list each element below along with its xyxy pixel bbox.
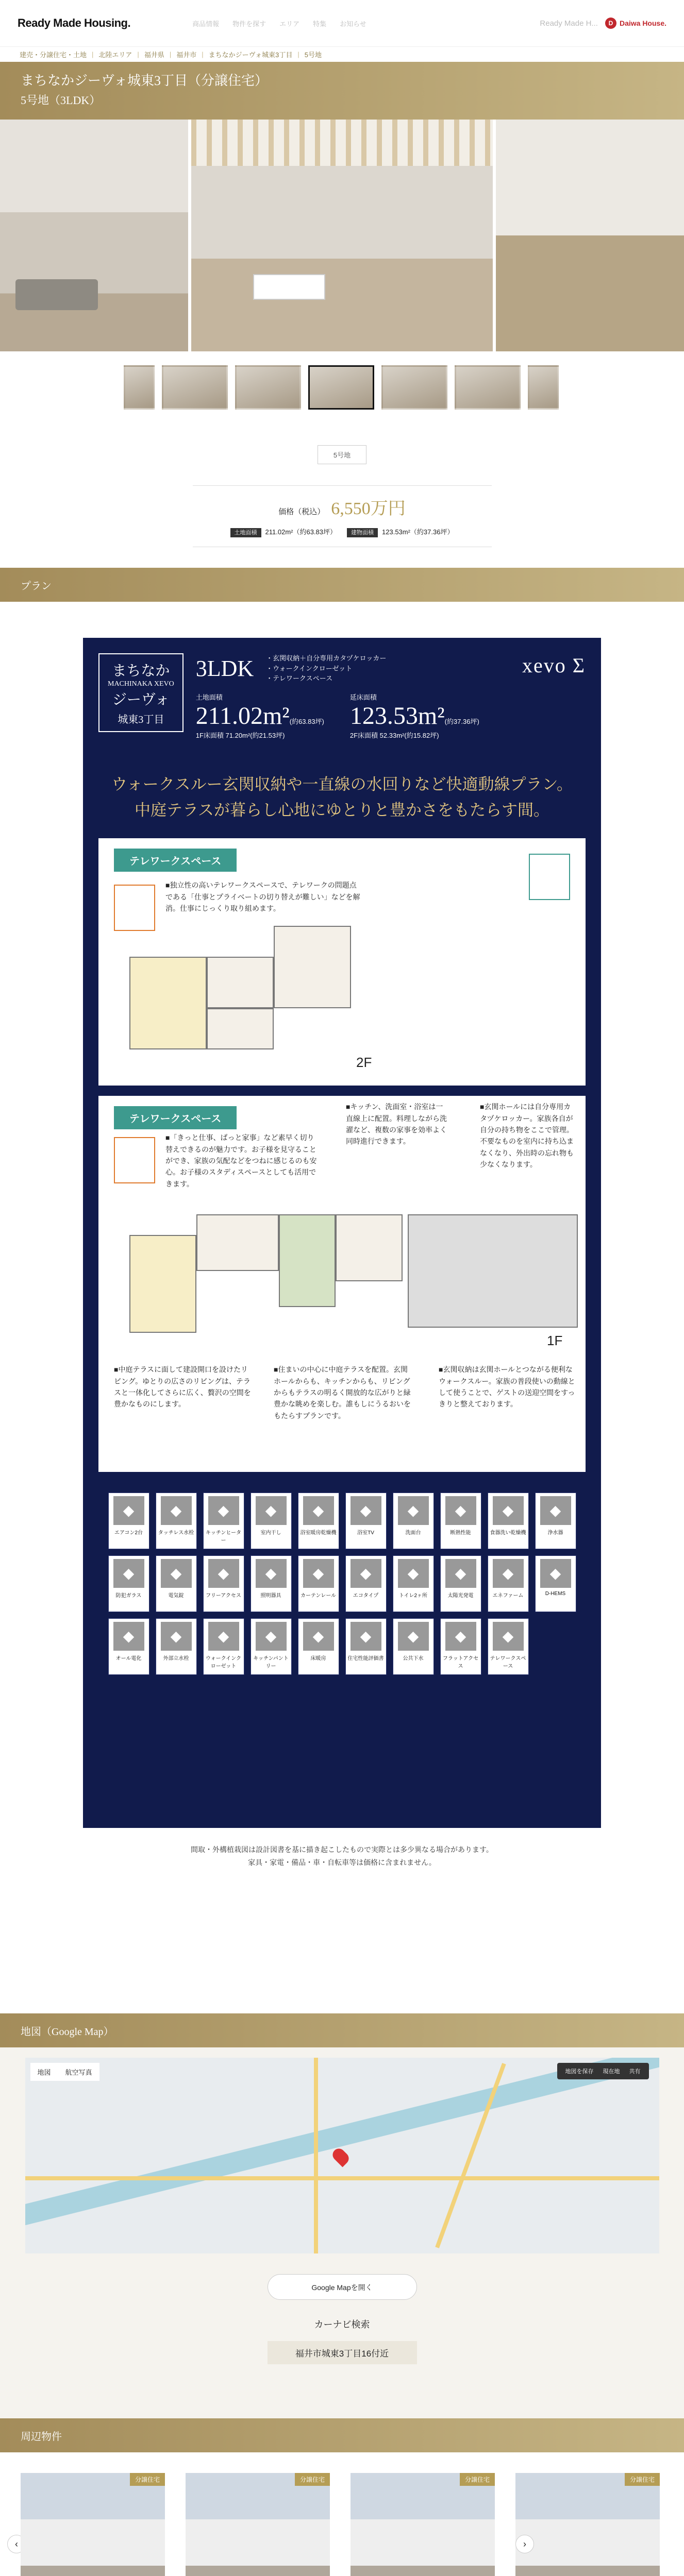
section-header-plan: プラン — [0, 568, 684, 602]
plan-land-label: 土地面積 — [195, 693, 223, 701]
equipment-glyph-icon: ◆ — [113, 1622, 144, 1651]
equipment-label: タッチレス水栓 — [158, 1530, 194, 1536]
thumbnail[interactable] — [455, 365, 521, 410]
plan-land-value: 211.02m² — [195, 702, 290, 730]
equipment-icon — [393, 1493, 434, 1549]
nav-item[interactable]: エリア — [279, 20, 300, 28]
map-controls — [557, 2063, 649, 2079]
top-header — [0, 0, 684, 46]
price-label: 価格（税込） — [278, 507, 325, 516]
equipment-icon — [345, 1555, 387, 1612]
project-name-3: 城東3丁目 — [118, 714, 164, 725]
plan-disclaimer — [0, 1843, 684, 1869]
equipment-icon — [156, 1618, 197, 1675]
floor-area-value: 123.53m²（約37.36坪） — [382, 528, 454, 536]
land-area-tag: 土地面積 — [230, 528, 261, 537]
carousel-prev-icon[interactable]: ‹ — [7, 2535, 26, 2553]
tab-map[interactable]: 地図 — [37, 2069, 51, 2076]
equipment-label: フラットアクセス — [442, 1656, 479, 1670]
plan-1f-area: 1F床面積 71.20m²(約21.53坪) — [195, 731, 285, 739]
floor-plan-2f — [98, 838, 586, 1086]
equipment-icon — [488, 1493, 529, 1549]
lot-label-wrap — [0, 423, 684, 485]
equipment-label: エネファーム — [492, 1593, 524, 1599]
card-tag: 分譲住宅 — [130, 2473, 165, 2486]
map-location-button[interactable]: 現在地 — [603, 2069, 620, 2075]
gallery-photo-main[interactable] — [191, 120, 492, 351]
telework-tag: テレワークスペース — [114, 1106, 237, 1129]
breadcrumb: 建売・分譲住宅・土地 | 北陸エリア | 福井県 | 福井市 | まちなかジーヴォ城東3丁目 | 5号地 — [0, 46, 684, 62]
equipment-label: テレワークスペース — [490, 1656, 526, 1670]
thumbnail[interactable] — [381, 365, 447, 410]
equipment-glyph-icon: ◆ — [256, 1622, 287, 1651]
room-western — [207, 1008, 274, 1049]
equipment-glyph-icon: ◆ — [161, 1622, 192, 1651]
equipment-label: 電気錠 — [168, 1593, 184, 1599]
feature-item: ・ウォークインクローゼット — [266, 664, 353, 672]
project-name-en: MACHINAKA XEVO — [108, 680, 174, 688]
thumbnail-active[interactable] — [308, 365, 374, 410]
top-nav — [192, 19, 366, 28]
equipment-label: 公共下水 — [403, 1656, 424, 1662]
property-card[interactable] — [21, 2473, 165, 2576]
equipment-glyph-icon: ◆ — [256, 1559, 287, 1588]
carnavi-title: カーナビ検索 — [314, 2319, 370, 2330]
card-tag: 分譲住宅 — [295, 2473, 330, 2486]
daiwa-brand[interactable] — [605, 18, 666, 29]
catchcopy-line: 中庭テラスが暮らし心地にゆとりと豊かさをもたらす間。 — [134, 801, 550, 819]
equipment-label: 太陽光発電 — [447, 1593, 474, 1599]
equipment-icon — [203, 1493, 244, 1549]
feature-item: ・テレワークスペース — [266, 674, 333, 682]
equipment-icon — [440, 1555, 481, 1612]
map-type-tabs — [30, 2063, 99, 2081]
plan-2f-area: 2F床面積 52.33m²(約15.82坪) — [349, 731, 439, 739]
equipment-label: エコタイプ — [353, 1593, 379, 1599]
equipment-glyph-icon: ◆ — [303, 1496, 334, 1525]
equipment-glyph-icon: ◆ — [351, 1622, 381, 1651]
equipment-icon — [440, 1493, 481, 1549]
equipment-glyph-icon: ◆ — [303, 1622, 334, 1651]
map-river — [25, 2058, 659, 2227]
breadcrumb-item[interactable]: 北陸エリア — [98, 51, 132, 59]
equipment-icon — [203, 1618, 244, 1675]
plan-floor-value: 123.53m² — [349, 702, 445, 730]
floor-area-tag: 建物面積 — [347, 528, 378, 537]
map-pin-icon[interactable] — [330, 2146, 351, 2167]
map-save-button[interactable]: 地図を保存 — [565, 2069, 594, 2075]
equipment-icon — [108, 1555, 149, 1612]
floor-label-2f: 2F — [356, 1055, 372, 1071]
map-road — [314, 2058, 318, 2253]
breadcrumb-current: 5号地 — [304, 51, 322, 59]
search-hint[interactable]: Ready Made H... — [540, 19, 598, 28]
map-road — [25, 2176, 659, 2180]
room-living — [129, 1235, 196, 1333]
telework-space-icon — [529, 854, 570, 900]
floor-label-1f: 1F — [547, 1333, 563, 1349]
equipment-glyph-icon: ◆ — [493, 1559, 524, 1588]
equipment-glyph-icon: ◆ — [445, 1622, 476, 1651]
plan-land-tsubo: (約63.83坪) — [289, 717, 324, 725]
property-card[interactable] — [351, 2473, 495, 2576]
equipment-icon — [393, 1555, 434, 1612]
section-header-nearby: 周辺物件 — [0, 2418, 684, 2452]
equipment-icon — [488, 1618, 529, 1675]
breadcrumb-item[interactable]: 福井市 — [176, 51, 197, 59]
room-western — [207, 957, 274, 1008]
equipment-icon — [203, 1555, 244, 1612]
property-subtitle: 5号地（3LDK） — [21, 93, 101, 107]
breadcrumb-item[interactable]: 福井県 — [144, 51, 164, 59]
nav-item[interactable]: 商品情報 — [192, 20, 220, 28]
property-title-bar — [0, 62, 684, 120]
equipment-icon — [345, 1493, 387, 1549]
equipment-label: 床暖房 — [310, 1656, 326, 1662]
equipment-label: 住宅性能評価書 — [347, 1656, 384, 1662]
plan-catchcopy — [98, 772, 586, 823]
disclaimer-line: 間取・外構植栽図は設計図書を基に描き起こしたもので実際とは多少異なる場合があります。 — [191, 1845, 493, 1854]
equipment-glyph-icon: ◆ — [351, 1559, 381, 1588]
floor-plan-poster — [83, 638, 601, 1828]
equipment-label: 外部立水栓 — [163, 1656, 189, 1662]
equipment-label: 洗面台 — [405, 1530, 421, 1536]
carousel-next-icon[interactable]: › — [515, 2535, 534, 2553]
equipment-label: フリーアクセス — [206, 1593, 241, 1599]
property-card[interactable] — [186, 2473, 330, 2576]
daiwa-icon: D — [605, 18, 616, 29]
nav-item[interactable]: 特集 — [313, 20, 327, 28]
card-tag: 分譲住宅 — [625, 2473, 660, 2486]
plan-note: ■玄関収納は玄関ホールとつながる便利なウォークスルー。家族の普段使いの動線として使うことで、ゲストの送迎空間をすっきりと整えております。 — [439, 1365, 575, 1409]
breadcrumb-item[interactable]: まちなかジーヴォ城東3丁目 — [208, 51, 293, 59]
catchcopy-line: ウォークスルー玄関収納や一直線の水回りなど快適動線プラン。 — [111, 775, 573, 793]
room-ldk — [196, 1214, 279, 1271]
equipment-glyph-icon: ◆ — [493, 1496, 524, 1525]
equipment-label: エアコン2台 — [114, 1530, 143, 1536]
plan-note: ■「きっと仕事、ぱっと家事」など素早く切り替えできるのが魅力です。お子様を見守ることができ、家族の気配などをつねに感じるのも安心。お子様のスタディスペースとしても活用できます。 — [165, 1133, 317, 1188]
equipment-icon — [108, 1493, 149, 1549]
project-name-2: ジーヴォ — [112, 692, 170, 708]
xevo-logo: xevo Σ — [522, 654, 586, 677]
photo-gallery[interactable] — [0, 120, 684, 351]
thumbnail[interactable] — [124, 365, 155, 410]
map-share-button[interactable]: 共有 — [629, 2069, 641, 2075]
equipment-icon — [251, 1618, 292, 1675]
thumbnail[interactable] — [162, 365, 228, 410]
google-map[interactable] — [25, 2058, 659, 2253]
room-stair — [274, 926, 351, 1008]
plan-note: ■玄関ホールには自分専用カタヅケロッカー。家族各自が自分の持ち物をここで管理。不要なものを室内に持ち込まなくなり、外出時の忘れ物も少なくなります。 — [480, 1103, 574, 1169]
equipment-icon — [393, 1618, 434, 1675]
equipment-icon — [535, 1555, 576, 1612]
carnavi-address: 福井市城東3丁目16付近 — [268, 2341, 417, 2364]
equipment-glyph-icon: ◆ — [113, 1559, 144, 1588]
plan-section — [0, 602, 684, 2013]
equipment-glyph-icon: ◆ — [303, 1559, 334, 1588]
tab-satellite[interactable]: 航空写真 — [65, 2069, 92, 2076]
equipment-glyph-icon: ◆ — [208, 1622, 239, 1651]
equipment-icon — [298, 1493, 339, 1549]
site-logo[interactable]: Ready Made Housing. — [18, 16, 131, 29]
layout-type: 3LDK — [195, 655, 254, 681]
equipment-icon — [535, 1493, 576, 1549]
property-card[interactable] — [515, 2473, 660, 2576]
project-name-box — [98, 653, 183, 732]
equipment-icon — [156, 1493, 197, 1549]
brand-label: Daiwa House. — [619, 19, 666, 27]
room-bedroom — [129, 957, 207, 1049]
price-box — [0, 485, 684, 568]
equipment-label: 室内干し — [260, 1530, 281, 1536]
nearby-properties — [0, 2452, 684, 2576]
equipment-icon — [345, 1618, 387, 1675]
section-header-map: 地図（Google Map） — [0, 2013, 684, 2047]
property-title: まちなかジーヴォ城東3丁目（分譲住宅） — [21, 73, 268, 88]
equipment-glyph-icon: ◆ — [398, 1622, 429, 1651]
map-road — [435, 2063, 506, 2248]
equipment-icon — [108, 1618, 149, 1675]
plan-floor-label: 延床面積 — [349, 693, 377, 701]
equipment-glyph-icon: ◆ — [351, 1496, 381, 1525]
feature-list — [266, 653, 386, 684]
lot-label: 5号地 — [318, 445, 366, 464]
open-google-map-button[interactable]: Google Mapを開く — [268, 2274, 417, 2300]
equipment-glyph-icon: ◆ — [161, 1559, 192, 1588]
telework-tag: テレワークスペース — [114, 849, 237, 872]
parking-area — [408, 1214, 578, 1328]
equipment-glyph-icon: ◆ — [540, 1559, 571, 1588]
nav-item[interactable]: 物件を探す — [232, 20, 266, 28]
project-name-1: まちなか — [112, 663, 170, 679]
equipment-label: 照明器具 — [260, 1593, 281, 1599]
equipment-label: キッチンヒーター — [206, 1530, 241, 1544]
equipment-icon — [298, 1555, 339, 1612]
telework-badge-icon — [114, 1137, 155, 1183]
card-tag: 分譲住宅 — [460, 2473, 495, 2486]
equipment-glyph-icon: ◆ — [208, 1496, 239, 1525]
equipment-label: ウォークインクローゼット — [206, 1656, 241, 1670]
gallery-photo[interactable] — [496, 120, 684, 351]
equipment-label: 断熱性能 — [450, 1530, 471, 1536]
equipment-glyph-icon: ◆ — [256, 1496, 287, 1525]
feature-item: ・玄関収納＋自分専用カタヅケロッカー — [266, 654, 387, 662]
equipment-label: トイレ2ヶ所 — [398, 1593, 428, 1599]
land-area-value: 211.02m²（約63.83坪） — [265, 528, 337, 536]
nav-item[interactable]: お知らせ — [340, 20, 366, 28]
equipment-label: キッチンパントリー — [253, 1656, 289, 1670]
room-kitchen — [336, 1214, 403, 1281]
price-value: 6,550万円 — [331, 499, 406, 518]
plan-floor-tsubo: (約37.36坪) — [444, 717, 479, 725]
disclaimer-line: 家具・家電・備品・車・自転車等は価格に含まれません。 — [248, 1858, 436, 1867]
equipment-icon — [440, 1618, 481, 1675]
equipment-label: オール電化 — [115, 1656, 142, 1662]
equipment-label: 浄水器 — [547, 1530, 563, 1536]
equipment-label: 防犯ガラス — [115, 1593, 142, 1599]
equipment-glyph-icon: ◆ — [398, 1559, 429, 1588]
equipment-label: 食器洗い乾燥機 — [490, 1530, 526, 1536]
floor-plan-1f — [98, 1096, 586, 1472]
telework-badge-icon — [114, 885, 155, 931]
thumbnail[interactable] — [528, 365, 559, 410]
equipment-icon — [251, 1555, 292, 1612]
equipment-label: カーテンレール — [300, 1593, 337, 1599]
plan-note: ■住まいの中心に中庭テラスを配置。玄関ホールからも、キッチンからも、リビングからもテラスの明るく開放的な広がりと緑豊かな眺めを楽しむ。誰もしにうるおいをもたらすプランです。 — [274, 1365, 411, 1420]
plan-note: ■キッチン、洗面室・浴室は一直線上に配置。料理しながら洗濯など、複数の家事を効率よく同時進行できます。 — [346, 1103, 447, 1146]
equipment-icon — [156, 1555, 197, 1612]
equipment-icon — [488, 1555, 529, 1612]
gallery-photo[interactable] — [0, 120, 188, 351]
equipment-label: 浴室TV — [357, 1530, 374, 1536]
plan-note: ■中庭テラスに面して建設開口を設けたリビング。ゆとりの広さのリビングは、テラスと一体化してさらに広く、贅沢の空間を豊かなものにします。 — [114, 1365, 251, 1409]
room-courtyard — [279, 1214, 336, 1307]
gallery-thumbnails — [0, 351, 684, 423]
equipment-glyph-icon: ◆ — [113, 1496, 144, 1525]
thumbnail[interactable] — [235, 365, 301, 410]
plan-note: ■独立性の高いテレワークスペースで、テレワークの問題点である「仕事とプライベートの切り替えが難しい」などを解消。仕事にじっくり取り組めます。 — [165, 881, 360, 912]
equipment-glyph-icon: ◆ — [445, 1559, 476, 1588]
equipment-label: D-HEMS — [545, 1591, 566, 1597]
equipment-icon — [251, 1493, 292, 1549]
equipment-glyph-icon: ◆ — [445, 1496, 476, 1525]
map-section — [0, 2047, 684, 2418]
equipment-glyph-icon: ◆ — [161, 1496, 192, 1525]
equipment-glyph-icon: ◆ — [208, 1559, 239, 1588]
equipment-label: 浴室暖房乾燥機 — [300, 1530, 337, 1536]
equipment-glyph-icon: ◆ — [493, 1622, 524, 1651]
equipment-icons — [98, 1493, 586, 1675]
equipment-glyph-icon: ◆ — [540, 1496, 571, 1525]
breadcrumb-item[interactable]: 建売・分譲住宅・土地 — [20, 51, 87, 59]
equipment-glyph-icon: ◆ — [398, 1496, 429, 1525]
equipment-icon — [298, 1618, 339, 1675]
